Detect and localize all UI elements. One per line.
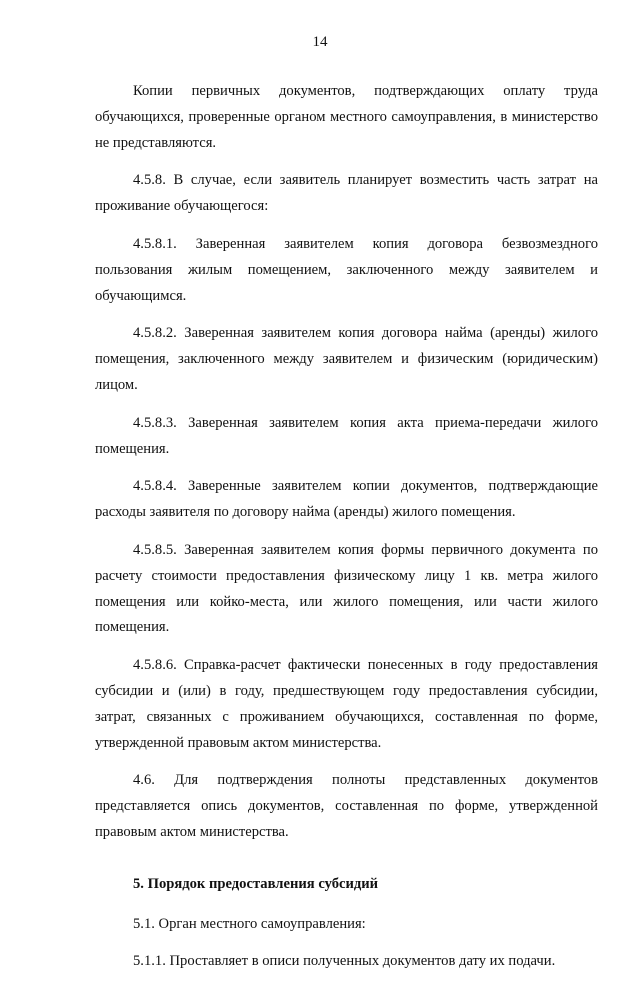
paragraph: 5.1. Орган местного самоуправления: [133,915,366,932]
paragraph: Копии первичных документов, подтверждающих оплату труда обучающихся, проверенные органом местного самоуправления, в министерство не представляются. [95,83,598,151]
paragraph: 4.5.8. В случае, если заявитель планирует возместить часть затрат на проживание обучающегося: [95,172,598,215]
paragraph: 4.5.8.1. Заверенная заявителем копия договора безвозмездного пользования жилым помещением, заключенного между заявителем и обучающимся. [95,235,598,304]
paragraph: 4.5.8.5. Заверенная заявителем копия формы первичного документа по расчету стоимости предоставления физическому лицу 1 кв. метра жилого помещения или койко-места, или жилого помещения, или части жилого помещения. [95,541,598,636]
paragraph: 4.6. Для подтверждения полноты представленных документов представляется опись документов, составленная по форме, утвержденной правовым актом министерства. [95,772,598,840]
paragraph: 4.5.8.3. Заверенная заявителем копия акта приема-передачи жилого помещения. [95,414,598,457]
paragraph: 4.5.8.2. Заверенная заявителем копия договора найма (аренды) жилого помещения, заключенного между заявителем и физическим (юридическим) лицом. [95,325,598,393]
page-body [95,79,598,987]
paragraph: 4.5.8.4. Заверенные заявителем копии документов, подтверждающие расходы заявителя по договору найма (аренды) жилого помещения. [95,478,598,521]
paragraph: 5.1.1. Проставляет в описи полученных документов дату их подачи. [133,953,556,970]
page-number: 14 [312,34,328,50]
section-heading: 5. Порядок предоставления субсидий [133,875,379,892]
paragraph: 4.5.8.6. Справка-расчет фактически понесенных в году предоставления субсидии и (или) в году, предшествующем году предоставления субсидии, затрат, связанных с проживанием обучающихся, составленная по форме, утвержденной правовым актом министерства. [95,657,598,751]
